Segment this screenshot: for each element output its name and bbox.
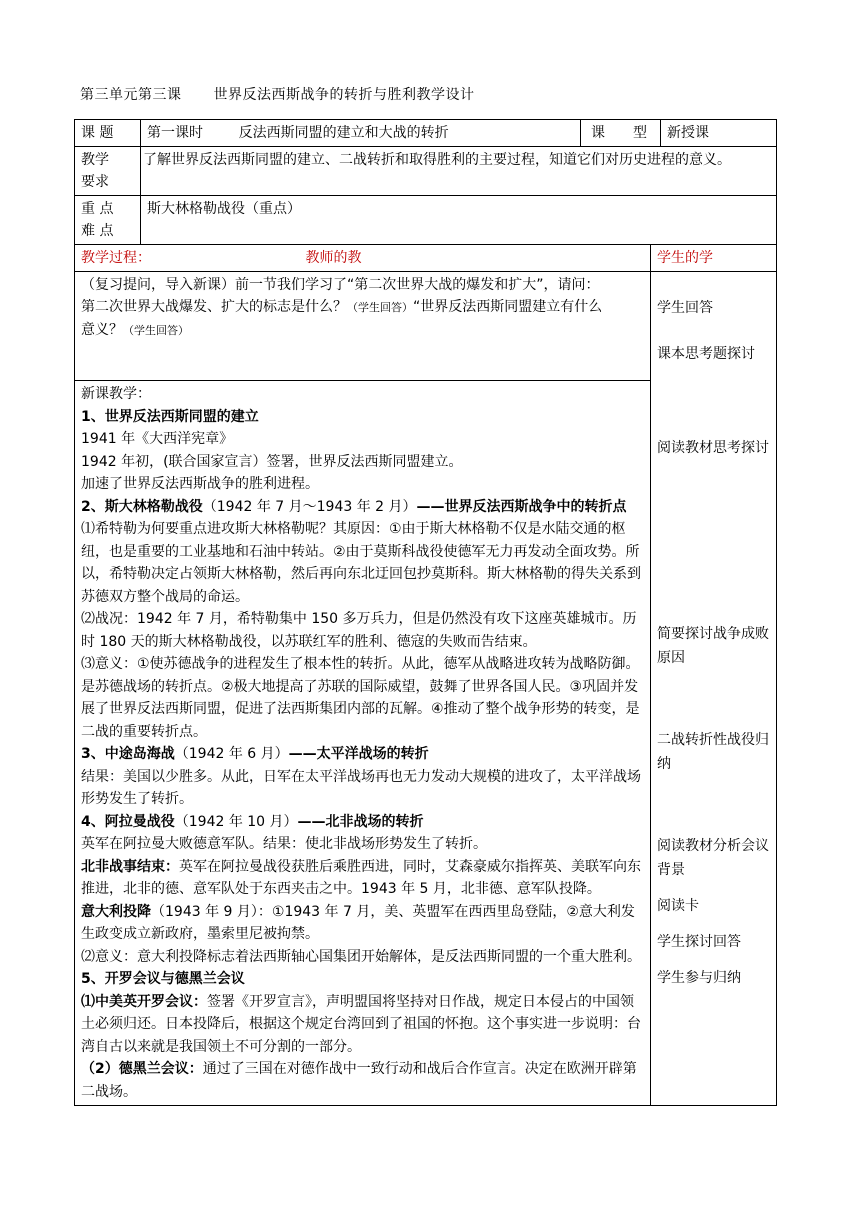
reading-discussion: 阅读教材思考探讨 [657,440,769,456]
requirement-row [75,147,777,196]
ke-xing-value: 新授课 [661,120,777,147]
key-points-text: 斯大林格勒战役（重点） [141,196,777,245]
student-discuss: 学生探讨回答 [657,934,741,950]
war-causes: 简要探讨战争成败原因 [657,626,769,666]
requirement-text: 了解世界反法西斯同盟的建立、二战转折和取得胜利的主要过程，知道它们对历史进程的意义。 [141,147,777,196]
key-points-label: 重 点 难 点 [75,196,141,245]
intro-cell: （复习提问，导入新课）前一节我们学习了“第二次世界大战的爆发和扩大”，请问： 第二次世界大战爆发、扩大的标志是什么？（学生回答）“世界反法西斯同盟建立有什么 意义？（学生回答） [75,272,651,381]
teacher-heading: 教师的教 [305,250,362,266]
title-topic: 世界反法西斯战争的转折与胜利教学设计 [213,87,475,103]
reading-card: 阅读卡 [657,898,699,914]
key-points-row [75,196,777,245]
title-unit: 第三单元第三课 [80,87,182,103]
process-label: 教学过程： [81,250,151,266]
requirement-label: 教学 要求 [75,147,141,196]
ke-xing-label: 课 型 [581,120,661,147]
student-activities [651,272,777,1106]
student-summarize: 学生参与归纳 [657,970,741,986]
turning-battles: 二战转折性战役归纳 [657,732,769,772]
intro-row [75,272,777,381]
teaching-content: 新课教学： 1、世界反法西斯同盟的建立 1941 年《大西洋宪章》 1942 年初，(联合国家宣言）签署，世界反法西斯同盟建立。 加速了世界反法西斯战争的胜利进程。 2、斯大林格勒战役（1942 年 7 月～1943 年 2 月）——世界反法西斯战争中的转折点 ⑴希特勒为何要重点进攻斯大林格勒呢？其原因：①由于斯大林格勒不仅是水陆交通的枢纽，也是重要的工业基地和石油中转站。②由于莫斯科战役使德军无力再发动全面攻势。所以，希特勒决定占领斯大林格勒，然后再向东北迂回包抄莫斯科。斯大林格勒的得失关系到苏德双方整个战局的命运。 ⑵战况：1942 年 7 月，希特勒集中 150 多万兵力，但是仍然没有攻下这座英雄城市。历时 180 天的斯大林格勒战役，以苏联红军的胜利、德寇的失败而告结束。 ⑶意义：①使苏德战争的进程发生了根本性的转折。从此，德军从战略进攻转为战略防御。是苏德战场的转折点。②极大地提高了苏联的国际威望，鼓舞了世界各国人民。③巩固并发展了世界反法西斯同盟，促进了法西斯集团内部的瓦解。④推动了整个战争形势的转变，是二战的重要转折点。 3、中途岛海战（1942 年 6 月）——太平洋战场的转折 结果：美国以少胜多。从此，日军在太平洋战场再也无力发动大规模的进攻了，太平洋战场形势发生了转折。 4、阿拉曼战役（1942 年 10 月）——北非战场的转折 英军在阿拉曼大败德意军队。结果：使北非战场形势发生了转折。 北非战事结束：英军在阿拉曼战役获胜后乘胜西进，同时，艾森豪威尔指挥英、美联军向东推进，北非的德、意军队处于东西夹击之中。1943 年 5 月，北非德、意军队投降。 意大利投降（1943 年 9 月）：①1943 年 7 月，美、英盟军在西西里岛登陆，②意大利发生政变成立新政府，墨索里尼被拘禁。 ⑵意义：意大利投降标志着法西斯轴心国集团开始解体，是反法西斯同盟的一个重大胜利。 5、开罗会议与德黑兰会议 ⑴中美英开罗会议：签署《开罗宣言》，声明盟国将坚持对日作战，规定日本侵占的中国领土必须归还。日本投降后，根据这个规定台湾回到了祖国的怀抱。这个事实进一步说明：台湾自古以来就是我国领土不可分割的一部分。 （2）德黑兰会议：通过了三国在对德作战中一致行动和战后合作宣言。决定在欧洲开辟第二战场。 [75,381,651,1106]
process-header [75,245,651,272]
student-answer: 学生回答 [657,300,713,316]
textbook-discussion: 课本思考题探讨 [657,346,755,362]
ke-ti-label: 课 题 [75,120,141,147]
header-row [75,120,777,147]
student-heading: 学生的学 [651,245,777,272]
ke-ti-value: 第一课时 反法西斯同盟的建立和大战的转折 [141,120,581,147]
document-title [80,84,475,104]
meeting-background: 阅读教材分析会议背景 [657,838,769,878]
process-header-row [75,245,777,272]
lesson-plan-table [74,119,777,1106]
